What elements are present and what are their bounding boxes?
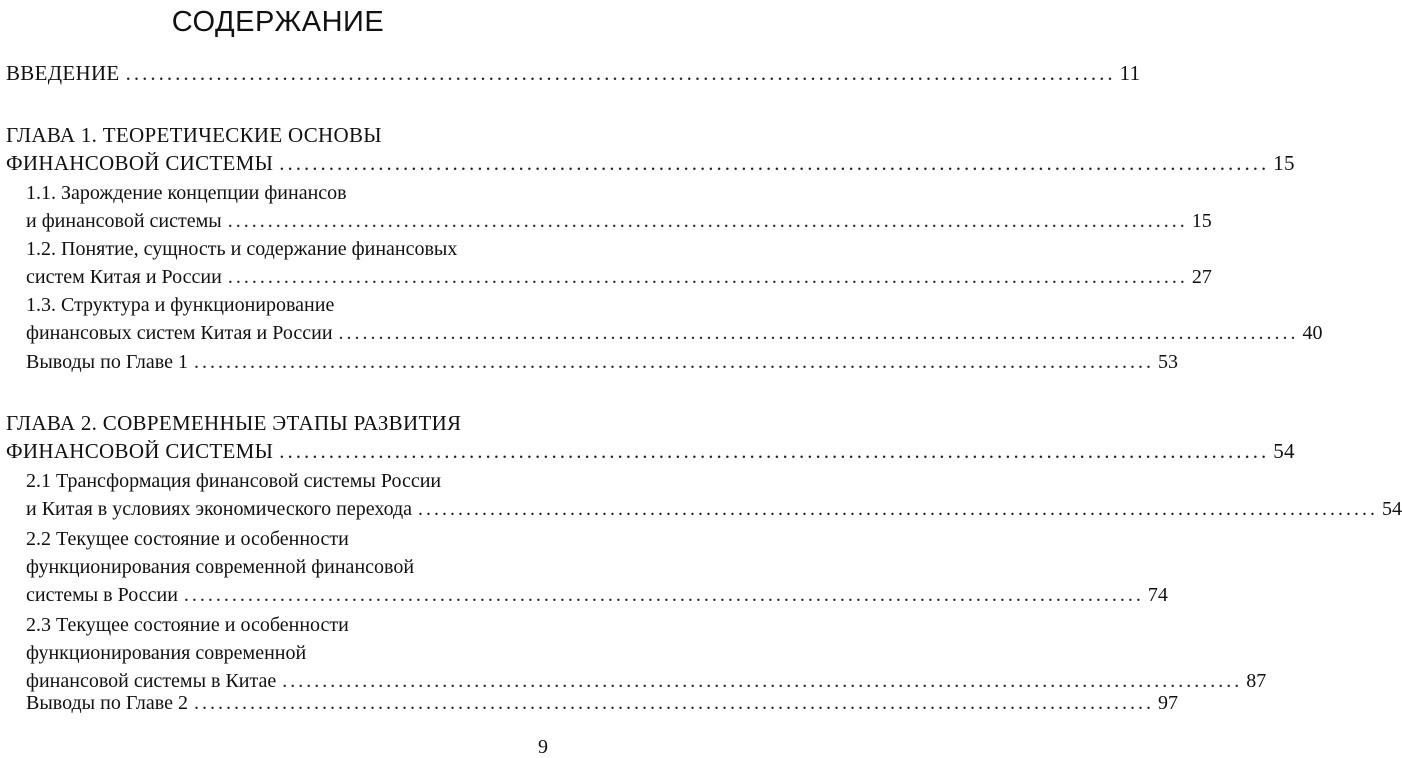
page-title: СОДЕРЖАНИЕ: [171, 6, 385, 38]
toc-entry-text: 1.2. Понятие, сущность и содержание финансовых: [26, 238, 458, 260]
dot-leader: ........................................................................................................................: [183, 584, 1144, 606]
toc-entry-line: [26, 496, 1402, 522]
toc-entry-text: финансовых систем Китая и России: [26, 322, 333, 344]
toc-entry-text: 2.2 Текущее состояние и особенности: [26, 528, 349, 550]
toc-entry-text: ВВЕДЕНИЕ: [6, 61, 120, 85]
toc-entry-text: функционирования современной финансовой: [26, 556, 415, 578]
toc-entry-text: системы в России: [26, 584, 178, 606]
toc-page-number: 27: [1191, 266, 1212, 288]
toc-page-number: 40: [1302, 322, 1323, 344]
toc-entry-text: финансовой системы в Китае: [26, 670, 277, 692]
toc-entry-text: 1.1. Зарождение концепции финансов: [26, 182, 347, 204]
toc-page-number: 74: [1147, 584, 1168, 606]
toc-entry-line: [26, 349, 1178, 375]
toc-entry-line: [6, 60, 1141, 86]
toc-page-number: 15: [1191, 210, 1212, 232]
toc-entry-text: ФИНАНСОВОЙ СИСТЕМЫ: [6, 439, 274, 463]
toc-entry-text: ФИНАНСОВОЙ СИСТЕМЫ: [6, 151, 274, 175]
toc-page-number: 15: [1273, 151, 1295, 175]
toc-entry-line: [26, 690, 1178, 716]
toc-entry-line: [26, 582, 1168, 608]
toc-entry-text: 1.3. Структура и функционирование: [26, 294, 335, 316]
toc-page-number: 11: [1119, 61, 1141, 85]
toc-entry-text: ГЛАВА 1. ТЕОРЕТИЧЕСКИЕ ОСНОВЫ: [6, 123, 382, 147]
dot-leader: ........................................................................................................................: [282, 670, 1243, 692]
toc-page-number: 54: [1382, 498, 1402, 520]
toc-entry-line: [6, 150, 1295, 176]
dot-leader: ........................................................................................................................: [193, 692, 1154, 714]
toc-entry-line: [26, 208, 1212, 234]
toc-page-number: 87: [1246, 670, 1267, 692]
toc-entry-text: 2.1 Трансформация финансовой системы России: [26, 470, 442, 492]
dot-leader: ........................................................................................................................: [125, 61, 1116, 85]
toc-page-number: 54: [1273, 439, 1295, 463]
toc-entry-text: и Китая в условиях экономического перехода: [26, 498, 413, 520]
toc-entry-text: 2.3 Текущее состояние и особенности: [26, 614, 349, 636]
toc-entry-text: и финансовой системы: [26, 210, 222, 232]
dot-leader: ........................................................................................................................: [279, 151, 1270, 175]
dot-leader: ........................................................................................................................: [279, 439, 1270, 463]
toc-entry-line: [26, 320, 1323, 346]
toc-entry-text: Выводы по Главе 2: [26, 692, 188, 714]
toc-entry-text: Выводы по Главе 1: [26, 351, 188, 373]
dot-leader: ........................................................................................................................: [227, 210, 1188, 232]
toc-entry-line: [26, 264, 1212, 290]
toc-entry-text: функционирования современной: [26, 642, 307, 664]
dot-leader: ........................................................................................................................: [338, 322, 1299, 344]
dot-leader: ........................................................................................................................: [418, 498, 1379, 520]
page-number: 9: [538, 736, 548, 758]
toc-entry-text: ГЛАВА 2. СОВРЕМЕННЫЕ ЭТАПЫ РАЗВИТИЯ: [6, 411, 462, 435]
toc-page-number: 53: [1157, 351, 1178, 373]
toc-entry-text: систем Китая и России: [26, 266, 222, 288]
dot-leader: ........................................................................................................................: [227, 266, 1188, 288]
dot-leader: ........................................................................................................................: [193, 351, 1154, 373]
toc-entry-line: [6, 438, 1295, 464]
toc-page-number: 97: [1157, 692, 1178, 714]
